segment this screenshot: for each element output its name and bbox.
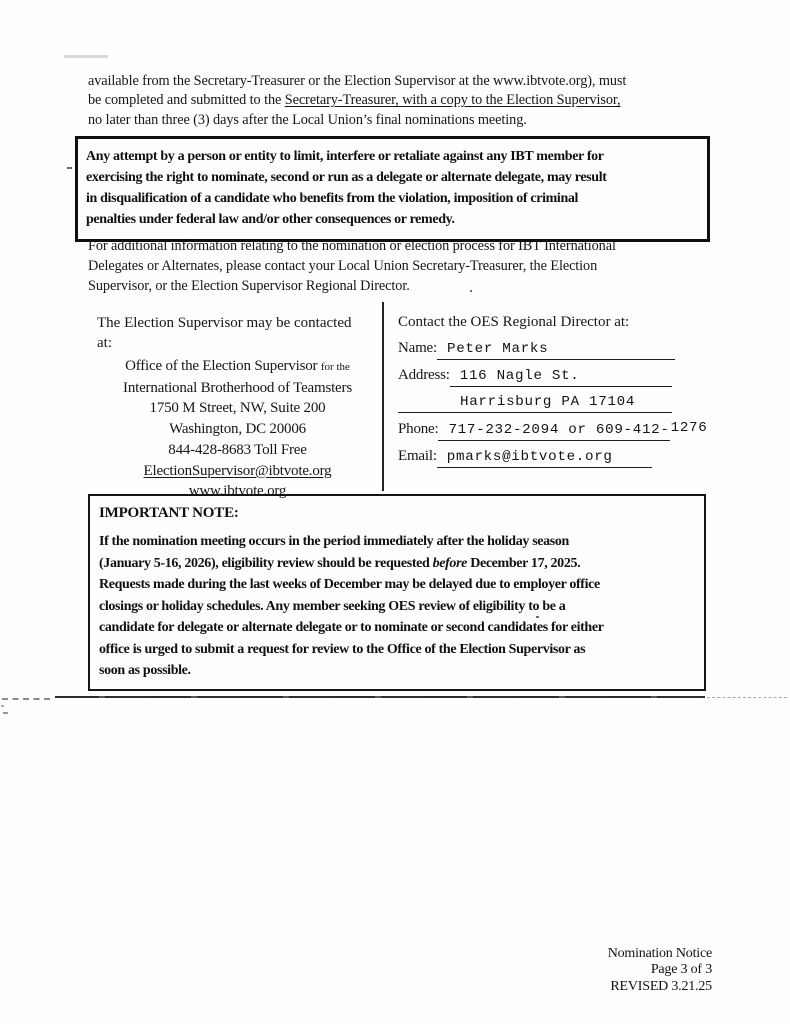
scan-speck [536, 616, 539, 618]
phone-value: 717-232-2094 or 609-412- [438, 422, 669, 441]
important-note-box [88, 494, 706, 691]
scan-smudge [64, 55, 108, 58]
additional-info-line-3: Supervisor, or the Election Supervisor Regional Director. [88, 278, 410, 294]
supervisor-email: ElectionSupervisor@ibtvote.org [143, 462, 332, 479]
supervisor-contact-intro: The Election Supervisor may be contacted at: [97, 315, 352, 351]
scan-speck [470, 290, 472, 292]
city-address: Washington, DC 20006 [169, 421, 306, 438]
address-label: Address: [398, 367, 450, 383]
supervisor-address-block [100, 356, 375, 502]
address-row [398, 367, 672, 387]
intro-line-3: no later than three (3) days after the Local Union’s final nominations meeting. [88, 111, 527, 128]
retaliation-warning-box [75, 136, 710, 242]
phone-row [398, 421, 736, 441]
email-value: pmarks@ibtvote.org [437, 449, 652, 468]
toll-free-phone: 844-428-8683 Toll Free [168, 441, 307, 458]
warning-line-4: penalties under federal law and/or other consequences or remedy. [86, 212, 455, 227]
footer-page-number: Page 3 of 3 [650, 962, 712, 978]
phone-label: Phone: [398, 421, 439, 437]
email-label: Email: [398, 448, 437, 464]
address-row-continued [398, 394, 672, 413]
column-divider [382, 302, 384, 491]
footer-revision: REVISED 3.21.25 [610, 978, 712, 994]
organization-name: International Brotherhood of Teamsters [123, 379, 352, 396]
supervisor-website: www.ibtvote.org [188, 483, 287, 500]
italic-word: before [432, 555, 468, 571]
scan-speck [3, 712, 8, 714]
intro-line-2: be completed and submitted to the Secretary-Treasurer, with a copy to the Election Supervisor, [88, 92, 621, 109]
important-note-title: IMPORTANT NOTE: [99, 505, 239, 521]
street-address: 1750 M Street, NW, Suite 200 [149, 400, 326, 417]
office-name-suffix: for the [320, 361, 350, 373]
scan-speck [1, 705, 4, 707]
intro-paragraph [88, 72, 718, 130]
intro-line-1: available from the Secretary-Treasurer or the Election Supervisor at the www.ibtvote.org), must [88, 73, 627, 89]
additional-info-paragraph [88, 236, 718, 296]
important-note-body: If the nomination meeting occurs in the period immediately after the holiday season (January 5-16, 2026), eligibility review should be requested before December 17, 2025. Requests made during the last weeks of December may be delayed due to employer office closings or holiday schedules. Any member seeking OES review of eligibility to be a candidate for delegate or alternate delegate or to nominate or second candidates for either office is urged to submit a request for review to the Office of the Election Supervisor as soon as possible. [99, 534, 604, 678]
underlined-phrase: Secretary-Treasurer, with a copy to the Election Supervisor, [284, 92, 621, 109]
name-value: Peter Marks [437, 341, 675, 360]
office-name: Office of the Election Supervisor for the [125, 358, 350, 374]
footer-title: Nomination Notice [607, 946, 712, 961]
phone-value-overflow: 1276 [670, 420, 708, 436]
additional-info-line-1: For additional information relating to the nomination or election process for IBT International [88, 238, 616, 254]
scan-artifact-line-left [2, 698, 50, 700]
additional-info-line-2: Delegates or Alternates, please contact your Local Union Secretary-Treasurer, the Election [88, 258, 598, 274]
scan-speck [67, 167, 72, 169]
address-value-line2: Harrisburg PA 17104 [398, 394, 672, 413]
scan-artifact-line-right [707, 697, 787, 698]
warning-line-2: exercising the right to nominate, second or run as a delegate or alternate delegate, may result [86, 170, 607, 185]
address-value-line1: 116 Nagle St. [450, 368, 672, 387]
warning-line-3: in disqualification of a candidate who benefits from the violation, imposition of criminal [86, 191, 579, 206]
page-footer [608, 946, 712, 995]
regional-director-heading: Contact the OES Regional Director at: [398, 314, 630, 330]
name-row [398, 340, 675, 360]
scan-artifact-line [55, 696, 705, 698]
email-row [398, 448, 652, 468]
name-label: Name: [398, 340, 437, 356]
warning-line-1: Any attempt by a person or entity to limit, interfere or retaliate against any IBT member for [86, 149, 604, 164]
